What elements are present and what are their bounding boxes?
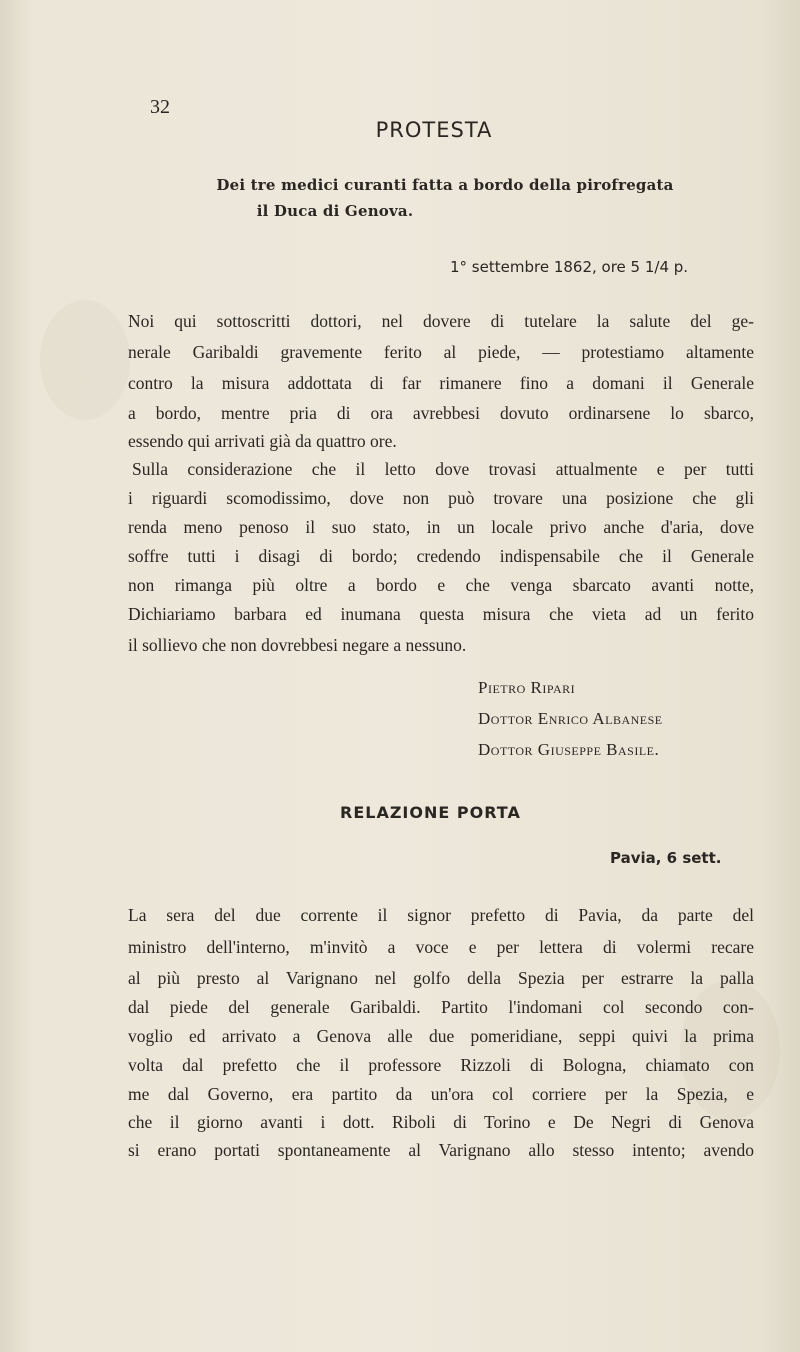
- paper-stain: [40, 300, 130, 420]
- text-line: ministro dell'interno, m'invitò a voce e per lettera di volermi recare: [128, 937, 754, 957]
- text-line: Dichiariamo barbara ed inumana questa misura che vieta ad un ferito: [128, 604, 754, 624]
- signature-3: Dottor Giuseppe Basile.: [478, 740, 660, 759]
- text-line: essendo qui arrivati già da quattro ore.: [128, 431, 397, 451]
- page-number: 32: [150, 96, 170, 118]
- section-dateline: Pavia, 6 sett.: [610, 849, 722, 867]
- signature-1: Pietro Ripari: [478, 678, 576, 697]
- text-line: il sollievo che non dovrebbesi negare a nessuno.: [128, 635, 467, 655]
- text-line: La sera del due corrente il signor prefetto di Pavia, da parte del: [128, 905, 754, 925]
- text-line: nerale Garibaldi gravemente ferito al piede, — protestiamo altamente: [128, 342, 754, 362]
- signature-2: Dottor Enrico Albanese: [478, 709, 663, 728]
- text-line: soffre tutti i disagi di bordo; credendo indispensabile che il Generale: [128, 546, 754, 566]
- text-line: non rimanga più oltre a bordo e che venga sbarcato avanti notte,: [128, 575, 754, 595]
- text-line: al più presto al Varignano nel golfo della Spezia per estrarre la palla: [128, 968, 754, 988]
- text-line: dal piede del generale Garibaldi. Partito l'indomani col secondo con-: [128, 997, 754, 1017]
- text-line: voglio ed arrivato a Genova alle due pomeridiane, seppi quivi la prima: [128, 1026, 754, 1046]
- subtitle-line-2: il Duca di Genova.: [256, 202, 414, 220]
- text-line: che il giorno avanti i dott. Riboli di Torino e De Negri di Genova: [128, 1112, 754, 1132]
- text-line: Sulla considerazione che il letto dove trovasi attualmente e per tutti: [132, 459, 754, 479]
- text-line: volta dal prefetto che il professore Rizzoli di Bologna, chiamato con: [128, 1055, 754, 1075]
- text-line: Noi qui sottoscritti dottori, nel dovere di tutelare la salute del ge-: [128, 311, 754, 331]
- page-title: PROTESTA: [375, 118, 493, 142]
- text-line: contro la misura addottata di far rimanere fino a domani il Generale: [128, 373, 754, 393]
- dateline: 1° settembre 1862, ore 5 1/4 p.: [450, 258, 689, 276]
- section-heading: RELAZIONE PORTA: [340, 803, 521, 822]
- text-line: si erano portati spontaneamente al Varignano allo stesso intento; avendo: [128, 1140, 754, 1160]
- text-line: renda meno penoso il suo stato, in un locale privo anche d'aria, dove: [128, 517, 754, 537]
- text-line: a bordo, mentre pria di ora avrebbesi dovuto ordinarsene lo sbarco,: [128, 403, 754, 423]
- text-line: me dal Governo, era partito da un'ora col corriere per la Spezia, e: [128, 1084, 754, 1104]
- text-line: i riguardi scomodissimo, dove non può trovare una posizione che gli: [128, 488, 754, 508]
- subtitle-line-1: Dei tre medici curanti fatta a bordo della pirofregata: [216, 176, 674, 194]
